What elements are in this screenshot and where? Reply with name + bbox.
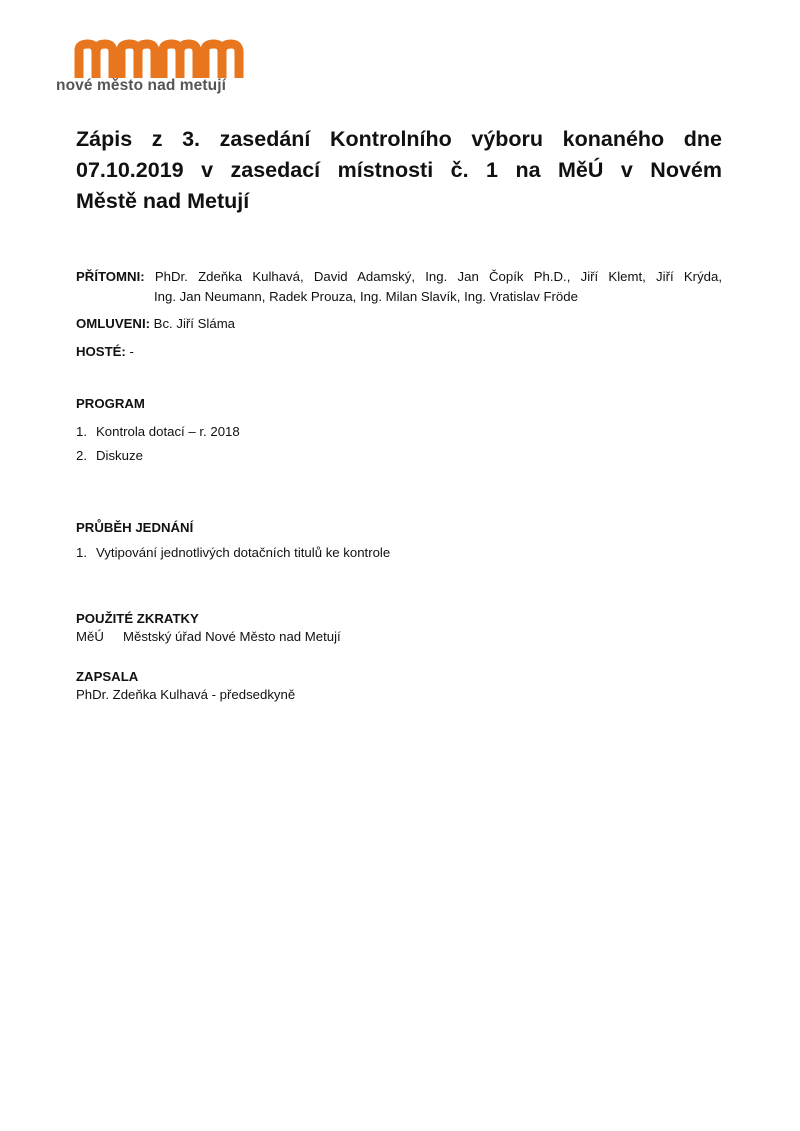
- abbreviations-heading: POUŽITÉ ZKRATKY: [76, 611, 199, 626]
- document-title: [76, 124, 722, 217]
- program-item: [76, 422, 240, 442]
- excused-section: [76, 314, 235, 334]
- proceedings-item-text: Vytipování jednotlivých dotačních titulů ke kontrole: [96, 545, 391, 560]
- guests-label: HOSTÉ:: [76, 344, 126, 359]
- attendees-label: PŘÍTOMNI:: [76, 269, 145, 284]
- attendees-names-2: Ing. Jan Neumann, Radek Prouza, Ing. Milan Slavík, Ing. Vratislav Fröde: [154, 289, 578, 304]
- attendees-section: [76, 267, 722, 307]
- guests-value: -: [129, 344, 134, 359]
- attendees-names-1: PhDr. Zdeňka Kulhavá, David Adamský, Ing. Jan Čopík Ph.D., Jiří Klemt, Jiří Krýda,: [154, 269, 722, 284]
- program-item-text: Kontrola dotací – r. 2018: [96, 424, 240, 439]
- abbreviation-item: [76, 627, 341, 647]
- proceedings-item: [76, 543, 390, 563]
- logo-text: nové město nad metují: [56, 77, 227, 94]
- excused-value: Bc. Jiří Sláma: [153, 316, 236, 331]
- recorded-by-value: PhDr. Zdeňka Kulhavá - předsedkyně: [76, 687, 296, 702]
- abbreviation-meaning: Městský úřad Nové Město nad Metují: [123, 629, 341, 644]
- title-line-3: Městě nad Metují: [76, 189, 250, 213]
- program-item: [76, 446, 143, 466]
- logo-mark: [74, 38, 274, 78]
- recorded-by-heading: ZAPSALA: [76, 669, 139, 684]
- proceedings-heading: PRŮBĚH JEDNÁNÍ: [76, 520, 194, 535]
- program-item-number: 2.: [76, 448, 87, 463]
- attendees-line-1: [76, 267, 722, 287]
- excused-label: OMLUVENI:: [76, 316, 150, 331]
- program-item-number: 1.: [76, 424, 87, 439]
- title-line-2: 07.10.2019 v zasedací místnosti č. 1 na MěÚ v Novém: [76, 158, 722, 182]
- guests-section: [76, 342, 134, 362]
- program-item-text: Diskuze: [96, 448, 143, 463]
- abbreviation-code: MěÚ: [76, 629, 104, 644]
- program-heading: PROGRAM: [76, 396, 145, 411]
- proceedings-item-number: 1.: [76, 545, 87, 560]
- title-line-1: Zápis z 3. zasedání Kontrolního výboru konaného dne: [76, 127, 722, 151]
